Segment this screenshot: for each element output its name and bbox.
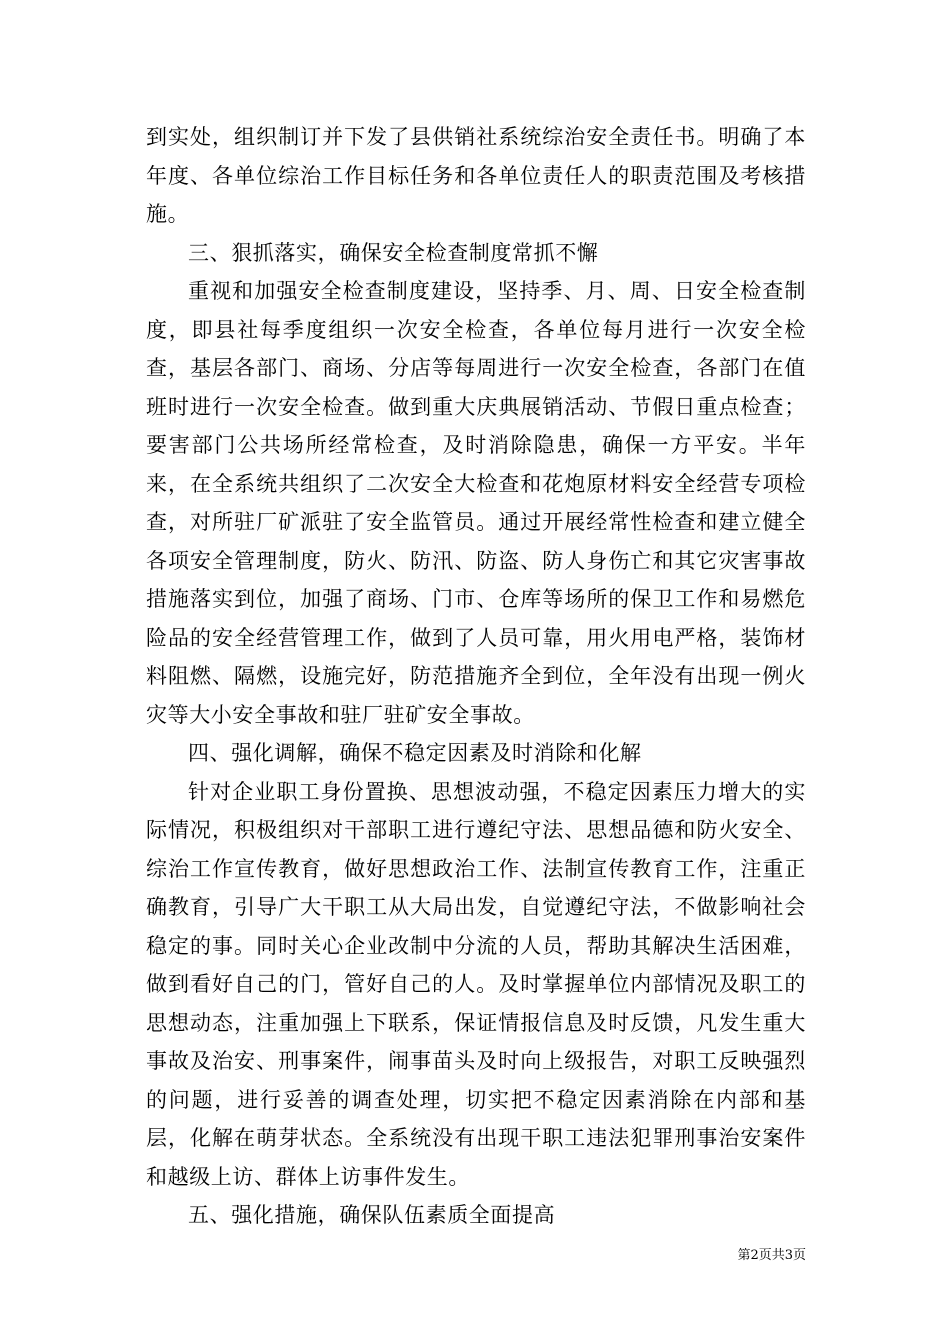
paragraph-1: 到实处，组织制订并下发了县供销社系统综治安全责任书。明确了本年度、各单位综治工作目标任务和各单位责任人的职责范围及考核措施。 xyxy=(146,125,806,226)
paragraph-3: 针对企业职工身份置换、思想波动强，不稳定因素压力增大的实际情况，积极组织对干部职工进行遵纪守法、思想品德和防火安全、综治工作宣传教育，做好思想政治工作、法制宣传教育工作，注重正确教育，引导广大干职工从大局出发，自觉遵纪守法，不做影响社会稳定的事。同时关心企业改制中分流的人员，帮助其解决生活困难，做到看好自己的门，管好自己的人。及时掌握单位内部情况及职工的思想动态，注重加强上下联系，保证情报信息及时反馈，凡发生重大事故及治安、刑事案件，闹事苗头及时向上级报告，对职工反映强烈的问题，进行妥善的调查处理，切实把不稳定因素消除在内部和基层，化解在萌芽状态。全系统没有出现干职工违法犯罪刑事治安案件和越级上访、群体上访事件发生。 xyxy=(146,779,806,1189)
section-heading-4: 四、强化调解，确保不稳定因素及时消除和化解 xyxy=(188,741,642,765)
paragraph-2: 重视和加强安全检查制度建设，坚持季、月、周、日安全检查制度，即县社每季度组织一次安全检查，各单位每月进行一次安全检查，基层各部门、商场、分店等每周进行一次安全检查，各部门在值班时进行一次安全检查。做到重大庆典展销活动、节假日重点检查；要害部门公共场所经常检查，及时消除隐患，确保一方平安。半年来，在全系统共组织了二次安全大检查和花炮原材料安全经营专项检查，对所驻厂矿派驻了安全监管员。通过开展经常性检查和建立健全各项安全管理制度，防火、防汛、防盗、防人身伤亡和其它灾害事故措施落实到位，加强了商场、门市、仓库等场所的保卫工作和易燃危险品的安全经营管理工作，做到了人员可靠，用火用电严格，装饰材料阻燃、隔燃，设施完好，防范措施齐全到位，全年没有出现一例火灾等大小安全事故和驻厂驻矿安全事故。 xyxy=(146,279,806,727)
page-number-footer: 第2页共3页 xyxy=(737,1248,806,1263)
document-body xyxy=(146,118,806,1235)
section-heading-5: 五、强化措施，确保队伍素质全面提高 xyxy=(188,1203,556,1227)
section-heading-3: 三、狠抓落实，确保安全检查制度常抓不懈 xyxy=(188,240,599,265)
